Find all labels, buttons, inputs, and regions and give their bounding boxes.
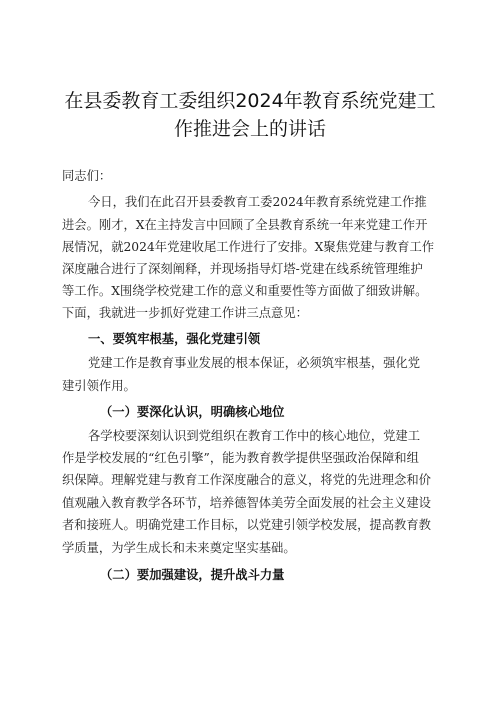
paragraph-3-line-6: 学质量，为学生成长和未来奠定坚实基础。 [62, 541, 296, 555]
paragraph-1-line-6: 下面，我就进一步抓好党建工作讲三点意见： [62, 306, 308, 320]
paragraph-2-line-1: 党建工作是教育事业发展的根本保证，必须筑牢根基，强化党 [88, 356, 421, 370]
paragraph-1-line-2: 进会。刚才，X在主持发言中回顾了全县教育系统一年来党建工作开 [62, 218, 428, 232]
paragraph-3-line-2: 作是学校发展的“红色引擎”，能为教育教学提供坚强政治保障和组 [62, 451, 419, 465]
paragraph-1-line-3: 展情况，就2024年党建收尾工作进行了安排。X聚焦党建与教育工作 [62, 240, 435, 254]
paragraph-3-line-5: 者和接班人。明确党建工作目标，以党建引领学校发展，提高教育教 [62, 518, 431, 532]
paragraph-1-line-4: 深度融合进行了深刻阐释，并现场指导灯塔-党建在线系统管理维护 [62, 262, 423, 276]
document-title-line-2: 作推进会上的讲话 [173, 118, 326, 140]
paragraph-3-line-1: 各学校要深刻认识到党组织在教育工作中的核心地位，党建工 [88, 429, 421, 443]
subheading-1: （一）要深化认识，明确核心地位 [100, 404, 285, 419]
section-heading-1: 一、要筑牢根基，强化党建引领 [88, 331, 261, 346]
paragraph-2-line-2: 建引领作用。 [62, 379, 136, 393]
paragraph-3-line-4: 值观融入教育教学各环节，培养德智体美劳全面发展的社会主义建设 [62, 496, 431, 510]
paragraph-1-line-5: 等工作。X围绕学校党建工作的意义和重要性等方面做了细致讲解。 [62, 284, 428, 298]
salutation: 同志们： [62, 169, 112, 183]
paragraph-3-line-3: 织保障。理解党建与教育工作深度融合的意义，将党的先进理念和价 [62, 473, 431, 487]
subheading-2: （二）要加强建设，提升战斗力量 [100, 567, 285, 582]
paragraph-1-line-1: 今日，我们在此召开县委教育工委2024年教育系统党建工作推 [88, 195, 427, 209]
document-title-line-1: 在县委教育工委组织2024年教育系统党建工 [64, 90, 436, 112]
